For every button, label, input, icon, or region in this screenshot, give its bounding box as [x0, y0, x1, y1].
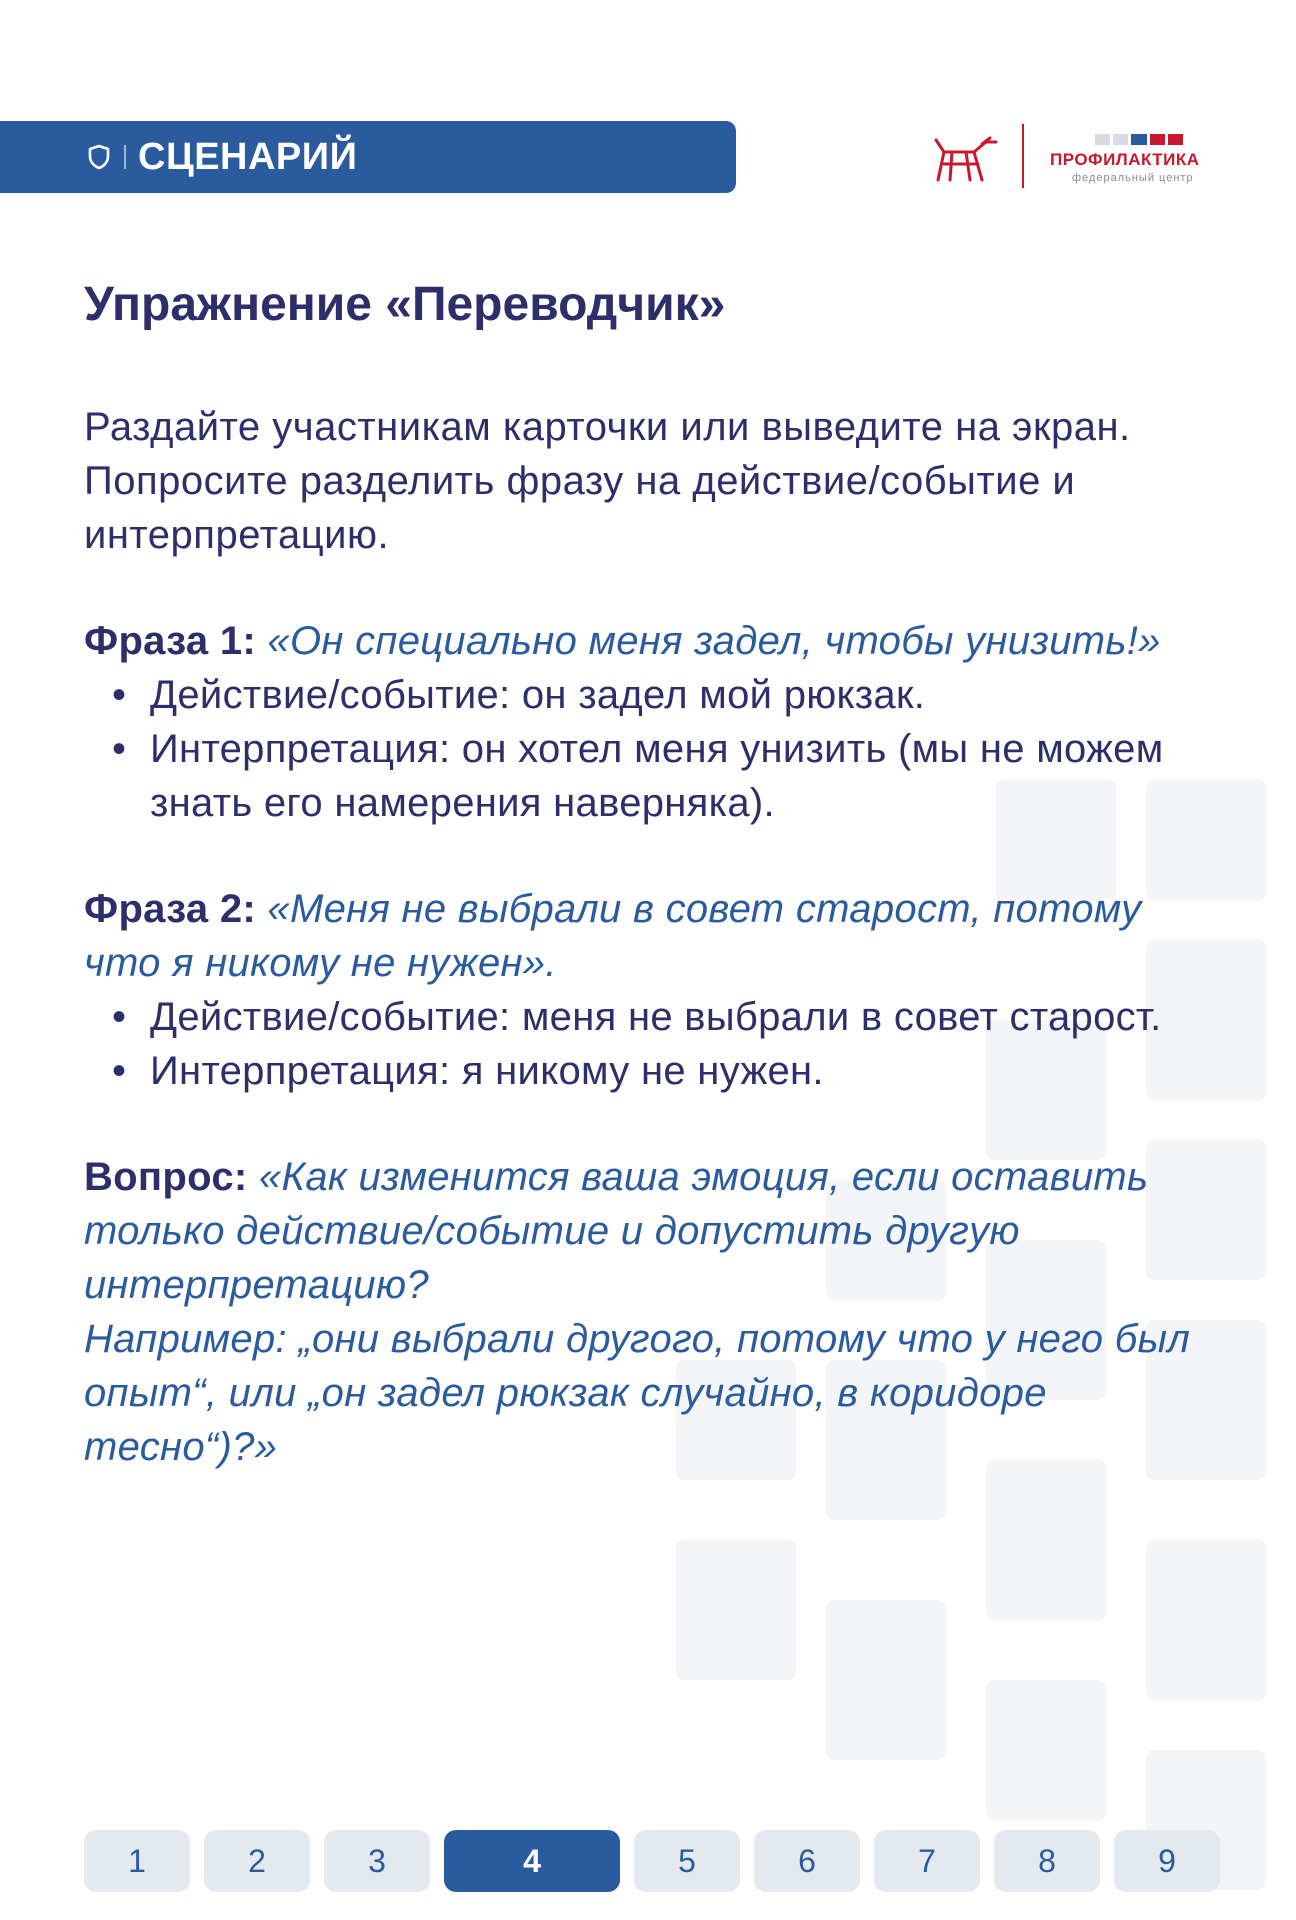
profilaktika-logo: [930, 124, 1230, 190]
pagination: [84, 1830, 1220, 1892]
section-title: СЦЕНАРИЙ: [138, 135, 358, 178]
phrase-1-quote: «Он специально меня задел, чтобы унизить!»: [267, 619, 1161, 663]
page-button-9[interactable]: 9: [1114, 1830, 1220, 1892]
list-item: • Действие/событие: меня не выбрали в совет старост.: [112, 990, 1194, 1044]
exercise-intro: Раздайте участникам карточки или выведите на экран. Попросите разделить фразу на действие/событие и интерпретацию.: [84, 405, 1131, 557]
list-item: • Действие/событие: он задел мой рюкзак.: [112, 668, 1194, 722]
page-button-4-current[interactable]: 4: [444, 1830, 620, 1892]
page-button-5[interactable]: 5: [634, 1830, 740, 1892]
exercise-content: [84, 270, 1194, 1474]
phrase-2-label: Фраза 2:: [84, 887, 256, 931]
phrase-1-label: Фраза 1:: [84, 619, 256, 663]
exercise-title: Упражнение «Переводчик»: [84, 278, 726, 331]
list-item: • Интерпретация: он хотел меня унизить (мы не можем знать его намерения наверняка).: [112, 722, 1194, 830]
phrase-2-text: [84, 882, 1194, 990]
page-button-1[interactable]: 1: [84, 1830, 190, 1892]
page-button-8[interactable]: 8: [994, 1830, 1100, 1892]
horse-icon: [930, 130, 1000, 184]
phrase-2-block: [84, 882, 1194, 1098]
logo-divider: [1022, 124, 1024, 188]
logo-subtitle: федеральный центр: [1072, 172, 1194, 184]
question-example: Например: „они выбрали другого, потому что у него был опыт“, или „он задел рюкзак случайно, в коридоре тесно“)?»: [84, 1317, 1191, 1469]
question-block: [84, 1150, 1194, 1474]
question-label: Вопрос:: [84, 1155, 248, 1199]
page-button-6[interactable]: 6: [754, 1830, 860, 1892]
page-button-2[interactable]: 2: [204, 1830, 310, 1892]
header-divider: [124, 145, 126, 169]
phrase-1-text: [84, 614, 1194, 668]
page-button-7[interactable]: 7: [874, 1830, 980, 1892]
logo-flag: [1095, 134, 1183, 145]
list-item: • Интерпретация: я никому не нужен.: [112, 1044, 1194, 1098]
section-header: [0, 121, 736, 193]
phrase-1-block: [84, 614, 1194, 830]
shield-icon: [88, 144, 110, 170]
question-text: [84, 1150, 1194, 1312]
phrase-2-bullets: [112, 990, 1194, 1098]
logo-name: ПРОФИЛАКТИКА: [1050, 150, 1200, 169]
phrase-1-bullets: [112, 668, 1194, 830]
phrase-2-quote: «Меня не выбрали в совет старост, потому что я никому не нужен».: [84, 887, 1142, 985]
question-quote: «Как изменится ваша эмоция, если оставить только действие/событие и допустить другую интерпретацию?: [84, 1155, 1149, 1307]
page-button-3[interactable]: 3: [324, 1830, 430, 1892]
